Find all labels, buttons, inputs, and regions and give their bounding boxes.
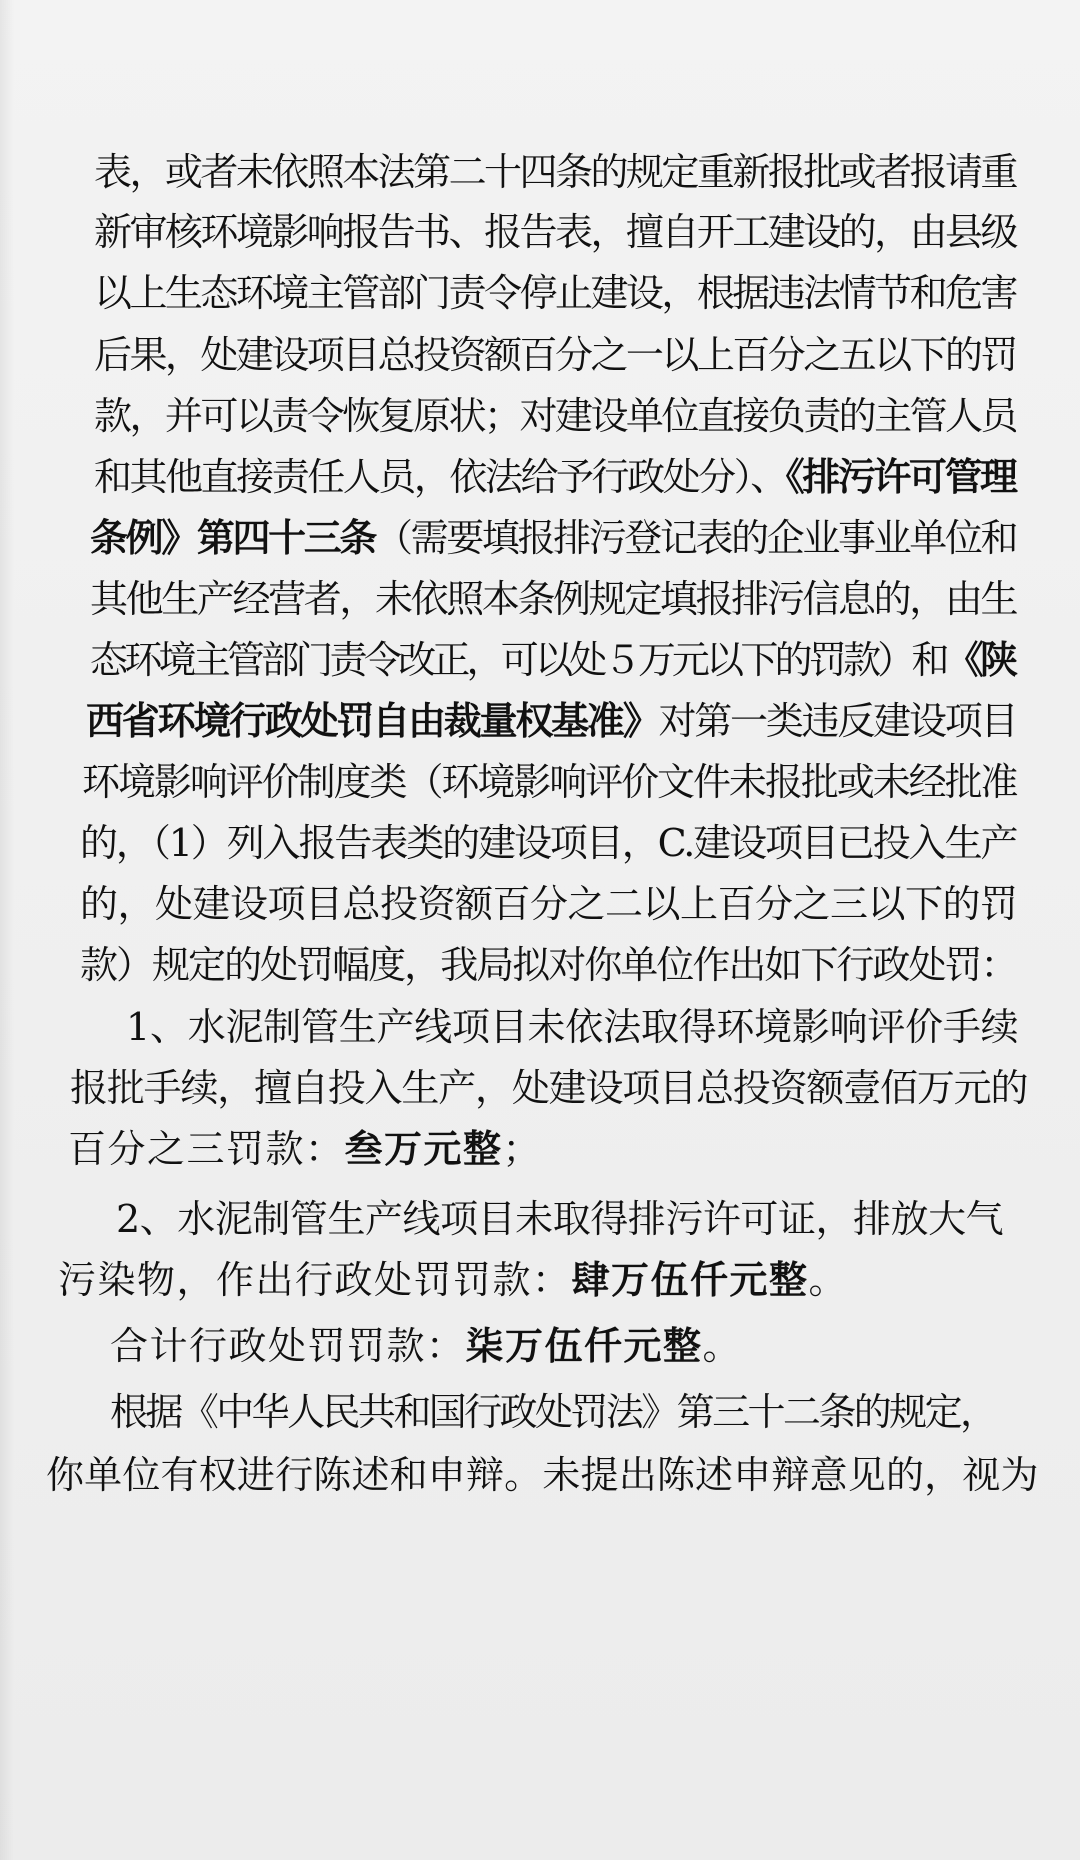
text-segment: 环境影响评价制度类（环境影响评价文件未报批或未经批准	[82, 760, 1017, 804]
text-segment: 表，或者未依照本法第二十四条的规定重新报批或者报请重	[94, 150, 1016, 194]
text-segment: 的，（1）列入报告表类的建设项目，C.建设项目已投入生产	[80, 821, 1017, 865]
text-segment: 2、水泥制管生产线项目未取得排污许可证，排放大气	[116, 1197, 1004, 1241]
bold-text-segment: 条例》第四十三条	[90, 515, 375, 560]
text-segment: 报批手续，擅自投入生产，处建设项目总投资额壹佰万元的	[70, 1066, 1028, 1110]
text-line	[94, 148, 1016, 196]
text-line	[94, 331, 1016, 379]
text-segment: 和其他直接责任人员，依法给予行政处分）、	[94, 455, 786, 499]
text-segment: 的，处建设项目总投资额百分之二以上百分之三以下的罚	[80, 882, 1018, 926]
text-segment: （需要填报排污登记表的企业事业单位和	[374, 516, 1017, 560]
bold-text-segment: 《陕	[945, 637, 1015, 682]
text-segment: 后果，处建设项目总投资额百分之一以上百分之五以下的罚	[94, 333, 1016, 377]
text-line	[126, 1003, 1018, 1051]
text-line	[110, 1388, 995, 1436]
text-line	[80, 880, 1018, 928]
text-line	[110, 1322, 742, 1370]
text-segment: 百分之三罚款：	[68, 1127, 345, 1171]
text-line	[86, 697, 1016, 745]
text-line	[70, 1064, 1027, 1112]
text-line	[94, 269, 1016, 317]
text-segment: 以上生态环境主管部门责令停止建设，根据违法情节和危害	[94, 271, 1016, 315]
text-line	[116, 1195, 1003, 1243]
text-segment: 。	[702, 1324, 743, 1368]
bold-text-segment: 肆万伍仟元整	[571, 1257, 809, 1302]
text-segment: 款）规定的处罚幅度，我局拟对你单位作出如下行政处罚：	[80, 943, 1017, 987]
text-line	[94, 453, 1016, 501]
text-segment: 你单位有权进行陈述和申辩。未提出陈述申辩意见的，视为	[46, 1453, 1039, 1497]
text-segment: 态环境主管部门责令改正，可以处５万元以下的罚款）和	[90, 638, 946, 682]
text-line	[68, 1125, 542, 1173]
text-segment: 其他生产经营者，未依照本条例规定填报排污信息的，由生	[90, 577, 1017, 621]
text-line	[80, 941, 1017, 989]
text-segment: 。	[808, 1258, 849, 1302]
text-segment: 根据《中华人民共和国行政处罚法》第三十二条的规定，	[110, 1390, 996, 1434]
text-line	[90, 636, 1014, 684]
text-segment: 款，并可以责令恢复原状；对建设单位直接负责的主管人员	[94, 394, 1016, 438]
text-line	[82, 758, 1016, 806]
text-segment: 对第一类违反建设项目	[658, 699, 1017, 743]
text-line	[58, 1256, 848, 1304]
bold-text-segment: 《排污许可管理	[785, 454, 1016, 499]
text-segment: 污染物，作出行政处罚罚款：	[58, 1258, 572, 1302]
text-line	[94, 208, 1016, 256]
text-segment: 1、水泥制管生产线项目未依法取得环境影响评价手续	[126, 1005, 1019, 1049]
text-line	[46, 1451, 1039, 1499]
bold-text-segment: 西省环境行政处罚自由裁量权基准》	[86, 698, 659, 743]
text-segment: ；	[502, 1127, 543, 1171]
text-line	[80, 819, 1016, 867]
text-segment: 合计行政处罚罚款：	[110, 1324, 466, 1368]
text-line	[94, 392, 1016, 440]
bold-text-segment: 叁万元整	[344, 1126, 503, 1171]
text-line	[90, 514, 1016, 562]
text-segment: 新审核环境影响报告书、报告表，擅自开工建设的，由县级	[94, 210, 1016, 254]
text-line	[90, 575, 1016, 623]
bold-text-segment: 柒万伍仟元整	[465, 1323, 703, 1368]
